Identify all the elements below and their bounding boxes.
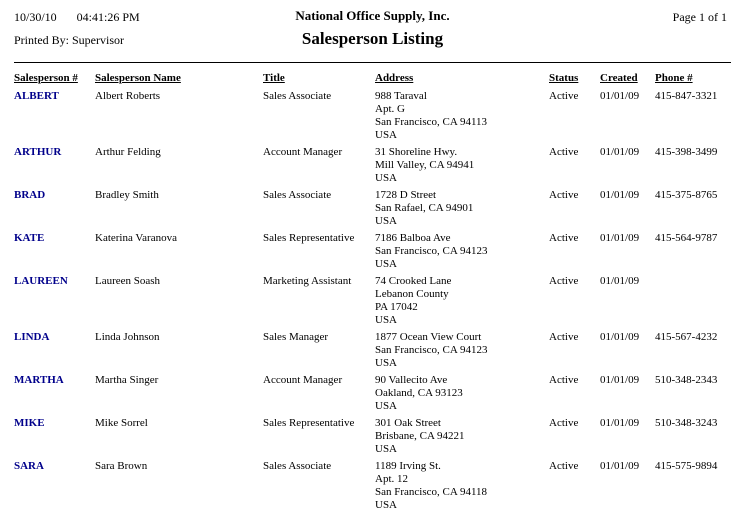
salesperson-address xyxy=(375,146,549,189)
salesperson-address xyxy=(375,275,549,331)
table-row xyxy=(14,331,731,374)
salesperson-job-title: Sales Associate xyxy=(263,189,332,201)
address-line: 90 Vallecito Ave xyxy=(375,374,448,386)
salesperson-job-title: Sales Manager xyxy=(263,331,329,343)
salesperson-status: Active xyxy=(549,374,579,386)
table-row xyxy=(14,417,731,460)
salesperson-phone: 415-564-9787 xyxy=(655,232,718,244)
salesperson-address xyxy=(375,90,549,146)
column-header-address: Address xyxy=(375,72,414,84)
address-line: PA 17042 xyxy=(375,301,418,313)
salesperson-id-link[interactable]: ARTHUR xyxy=(14,146,62,158)
table-row xyxy=(14,146,731,189)
salesperson-job-title: Sales Associate xyxy=(263,90,332,102)
salesperson-id-link[interactable]: SARA xyxy=(14,460,44,472)
page-number: Page 1 of 1 xyxy=(672,10,727,24)
table-row xyxy=(14,189,731,232)
salesperson-job-title: Sales Representative xyxy=(263,232,355,244)
address-line: San Francisco, CA 94123 xyxy=(375,344,488,356)
salesperson-phone: 415-575-9894 xyxy=(655,460,718,472)
salesperson-job-title: Account Manager xyxy=(263,374,343,386)
address-line: USA xyxy=(375,129,398,141)
printed-by: Printed By: Supervisor xyxy=(14,33,124,47)
salesperson-name: Bradley Smith xyxy=(95,189,159,201)
salesperson-status: Active xyxy=(549,146,579,158)
salesperson-status: Active xyxy=(549,417,579,429)
salesperson-id-link[interactable]: BRAD xyxy=(14,189,46,201)
salesperson-created-date: 01/01/09 xyxy=(600,189,640,201)
address-line: 1877 Ocean View Court xyxy=(375,331,482,343)
salesperson-id-link[interactable]: LINDA xyxy=(14,331,50,343)
salesperson-address xyxy=(375,460,549,516)
company-name: National Office Supply, Inc. xyxy=(295,8,450,23)
salesperson-name: Martha Singer xyxy=(95,374,159,386)
salesperson-id-link[interactable]: LAUREEN xyxy=(14,275,68,287)
salesperson-created-date: 01/01/09 xyxy=(600,90,640,102)
table-row xyxy=(14,460,731,516)
address-line: 1189 Irving St. xyxy=(375,460,441,472)
address-line: USA xyxy=(375,357,398,369)
salesperson-id-link[interactable]: KATE xyxy=(14,232,45,244)
salesperson-created-date: 01/01/09 xyxy=(600,275,640,287)
salesperson-phone: 415-375-8765 xyxy=(655,189,718,201)
table-row xyxy=(14,374,731,417)
salesperson-phone: 415-567-4232 xyxy=(655,331,718,343)
salesperson-id-link[interactable]: MARTHA xyxy=(14,374,64,386)
column-header-phone: Phone # xyxy=(655,72,693,84)
salesperson-name: Albert Roberts xyxy=(95,90,161,102)
salesperson-created-date: 01/01/09 xyxy=(600,417,640,429)
column-header-title: Title xyxy=(263,72,285,84)
report-title: Salesperson Listing xyxy=(301,29,444,48)
salesperson-created-date: 01/01/09 xyxy=(600,460,640,472)
address-line: San Francisco, CA 94113 xyxy=(375,116,488,128)
salesperson-status: Active xyxy=(549,189,579,201)
print-time: 04:41:26 PM xyxy=(76,10,140,24)
address-line: San Francisco, CA 94118 xyxy=(375,486,488,498)
salesperson-status: Active xyxy=(549,460,579,472)
salesperson-job-title: Sales Representative xyxy=(263,417,355,429)
header-divider xyxy=(14,62,731,63)
header-center xyxy=(14,8,731,49)
salesperson-address xyxy=(375,232,549,275)
column-header-status: Status xyxy=(549,72,579,84)
column-header-created: Created xyxy=(600,72,638,84)
salesperson-address xyxy=(375,417,549,460)
address-line: 31 Shoreline Hwy. xyxy=(375,146,458,158)
column-header-salesperson-name: Salesperson Name xyxy=(95,72,181,84)
salesperson-id-link[interactable]: ALBERT xyxy=(14,90,59,102)
report-header xyxy=(14,8,731,58)
address-line: USA xyxy=(375,443,398,455)
address-line: USA xyxy=(375,258,398,270)
address-line: Brisbane, CA 94221 xyxy=(375,430,465,442)
address-line: Oakland, CA 93123 xyxy=(375,387,463,399)
salesperson-created-date: 01/01/09 xyxy=(600,374,640,386)
table-header-row xyxy=(14,72,731,90)
address-line: 74 Crooked Lane xyxy=(375,275,452,287)
address-line: Mill Valley, CA 94941 xyxy=(375,159,475,171)
salesperson-phone: 510-348-2343 xyxy=(655,374,718,386)
salesperson-status: Active xyxy=(549,331,579,343)
salesperson-name: Arthur Felding xyxy=(95,146,161,158)
address-line: Apt. G xyxy=(375,103,405,115)
salesperson-name: Katerina Varanova xyxy=(95,232,177,244)
address-line: USA xyxy=(375,499,398,511)
salesperson-phone: 510-348-3243 xyxy=(655,417,718,429)
address-line: USA xyxy=(375,400,398,412)
address-line: 7186 Balboa Ave xyxy=(375,232,451,244)
salesperson-address xyxy=(375,331,549,374)
address-line: Apt. 12 xyxy=(375,473,408,485)
table-row xyxy=(14,275,731,331)
address-line: USA xyxy=(375,314,398,326)
column-header-salesperson-id: Salesperson # xyxy=(14,72,78,84)
salesperson-table-body xyxy=(14,90,731,516)
table-row xyxy=(14,232,731,275)
salesperson-id-link[interactable]: MIKE xyxy=(14,417,45,429)
salesperson-address xyxy=(375,189,549,232)
salesperson-status: Active xyxy=(549,90,579,102)
salesperson-address xyxy=(375,374,549,417)
address-line: USA xyxy=(375,215,398,227)
salesperson-status: Active xyxy=(549,232,579,244)
address-line: San Rafael, CA 94901 xyxy=(375,202,474,214)
salesperson-job-title: Account Manager xyxy=(263,146,343,158)
salesperson-name: Linda Johnson xyxy=(95,331,160,343)
salesperson-table xyxy=(14,72,731,516)
address-line: San Francisco, CA 94123 xyxy=(375,245,488,257)
salesperson-phone: 415-847-3321 xyxy=(655,90,718,102)
address-line: 1728 D Street xyxy=(375,189,437,201)
address-line: Lebanon County xyxy=(375,288,449,300)
salesperson-name: Mike Sorrel xyxy=(95,417,148,429)
salesperson-name: Laureen Soash xyxy=(95,275,161,287)
salesperson-job-title: Sales Associate xyxy=(263,460,332,472)
salesperson-job-title: Marketing Assistant xyxy=(263,275,352,287)
salesperson-phone: 415-398-3499 xyxy=(655,146,718,158)
salesperson-name: Sara Brown xyxy=(95,460,148,472)
salesperson-created-date: 01/01/09 xyxy=(600,146,640,158)
salesperson-phone xyxy=(655,275,731,331)
address-line: 301 Oak Street xyxy=(375,417,441,429)
print-date: 10/30/10 xyxy=(14,10,57,24)
salesperson-created-date: 01/01/09 xyxy=(600,331,640,343)
salesperson-status: Active xyxy=(549,275,579,287)
table-row xyxy=(14,90,731,146)
address-line: 988 Taraval xyxy=(375,90,427,102)
salesperson-created-date: 01/01/09 xyxy=(600,232,640,244)
address-line: USA xyxy=(375,172,398,184)
